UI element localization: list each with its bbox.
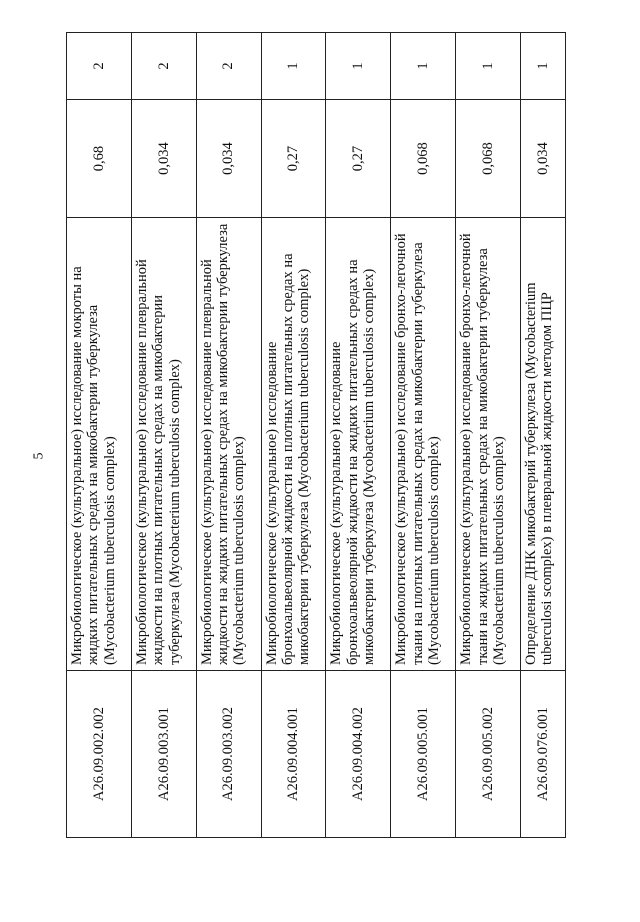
service-coefficient: 0,068 — [391, 100, 456, 218]
service-description: Микробиологическое (культуральное) исследование плевральной жидкости на плотных питательных средах на микобактерии туберкулеза (Mycobacterium tuberculosis complex) — [131, 218, 196, 671]
service-description: Микробиологическое (культуральное) исследование бронхоальвеолярной жидкости на плотных питательных средах на микобактерии туберкулеза (Mycobacterium tuberculosis complex) — [261, 218, 326, 671]
service-description: Микробиологическое (культуральное) исследование бронхо-легочной ткани на жидких питательных средах на микобактерии туберкулеза (Mycobacterium tuberculosis complex) — [456, 218, 521, 671]
services-table-body — [67, 33, 566, 838]
service-multiplicity: 2 — [131, 33, 196, 100]
service-description: Микробиологическое (культуральное) исследование мокроты на жидких питательных средах на микобактерии туберкулеза (Mycobacterium tuberculosis complex) — [67, 218, 132, 671]
service-coefficient: 0,68 — [67, 100, 132, 218]
service-multiplicity: 1 — [456, 33, 521, 100]
service-multiplicity: 1 — [521, 33, 566, 100]
service-code: A26.09.002.002 — [67, 671, 132, 838]
service-code: A26.09.004.002 — [326, 671, 391, 838]
service-description: Микробиологическое (культуральное) исследование плевральной жидкости на жидких питательных средах на микобактерии туберкулеза (Mycobacterium tuberculosis complex) — [196, 218, 261, 671]
service-code: A26.09.076.001 — [521, 671, 566, 838]
service-description: Микробиологическое (культуральное) исследование бронхо-легочной ткани на плотных питательных средах на микобактерии туберкулеза (Mycobacterium tuberculosis complex) — [391, 218, 456, 671]
service-coefficient: 0,27 — [326, 100, 391, 218]
service-multiplicity: 1 — [261, 33, 326, 100]
service-code: A26.09.003.001 — [131, 671, 196, 838]
service-code: A26.09.005.001 — [391, 671, 456, 838]
service-code: A26.09.003.002 — [196, 671, 261, 838]
services-table — [66, 32, 566, 838]
service-coefficient: 0,27 — [261, 100, 326, 218]
service-multiplicity: 1 — [326, 33, 391, 100]
table-row — [521, 33, 566, 838]
table-row — [391, 33, 456, 838]
service-description: Определение ДНК микобактерий туберкулеза (Mycobacterium tuberculosi scomplex) в плевральной жидкости методом ПЦР — [521, 218, 566, 671]
table-row — [261, 33, 326, 838]
service-multiplicity: 2 — [196, 33, 261, 100]
service-multiplicity: 2 — [67, 33, 132, 100]
service-description: Микробиологическое (культуральное) исследование бронхоальвеолярной жидкости на жидких питательных средах на микобактерии туберкулеза (Mycobacterium tuberculosis complex) — [326, 218, 391, 671]
service-coefficient: 0,034 — [196, 100, 261, 218]
page-number: 5 — [31, 452, 47, 460]
service-coefficient: 0,068 — [456, 100, 521, 218]
service-coefficient: 0,034 — [521, 100, 566, 218]
service-coefficient: 0,034 — [131, 100, 196, 218]
table-row — [131, 33, 196, 838]
table-row — [326, 33, 391, 838]
service-multiplicity: 1 — [391, 33, 456, 100]
table-row — [196, 33, 261, 838]
service-code: A26.09.005.002 — [456, 671, 521, 838]
table-row — [67, 33, 132, 838]
services-table-wrapper — [66, 33, 566, 838]
table-row — [456, 33, 521, 838]
service-code: A26.09.004.001 — [261, 671, 326, 838]
